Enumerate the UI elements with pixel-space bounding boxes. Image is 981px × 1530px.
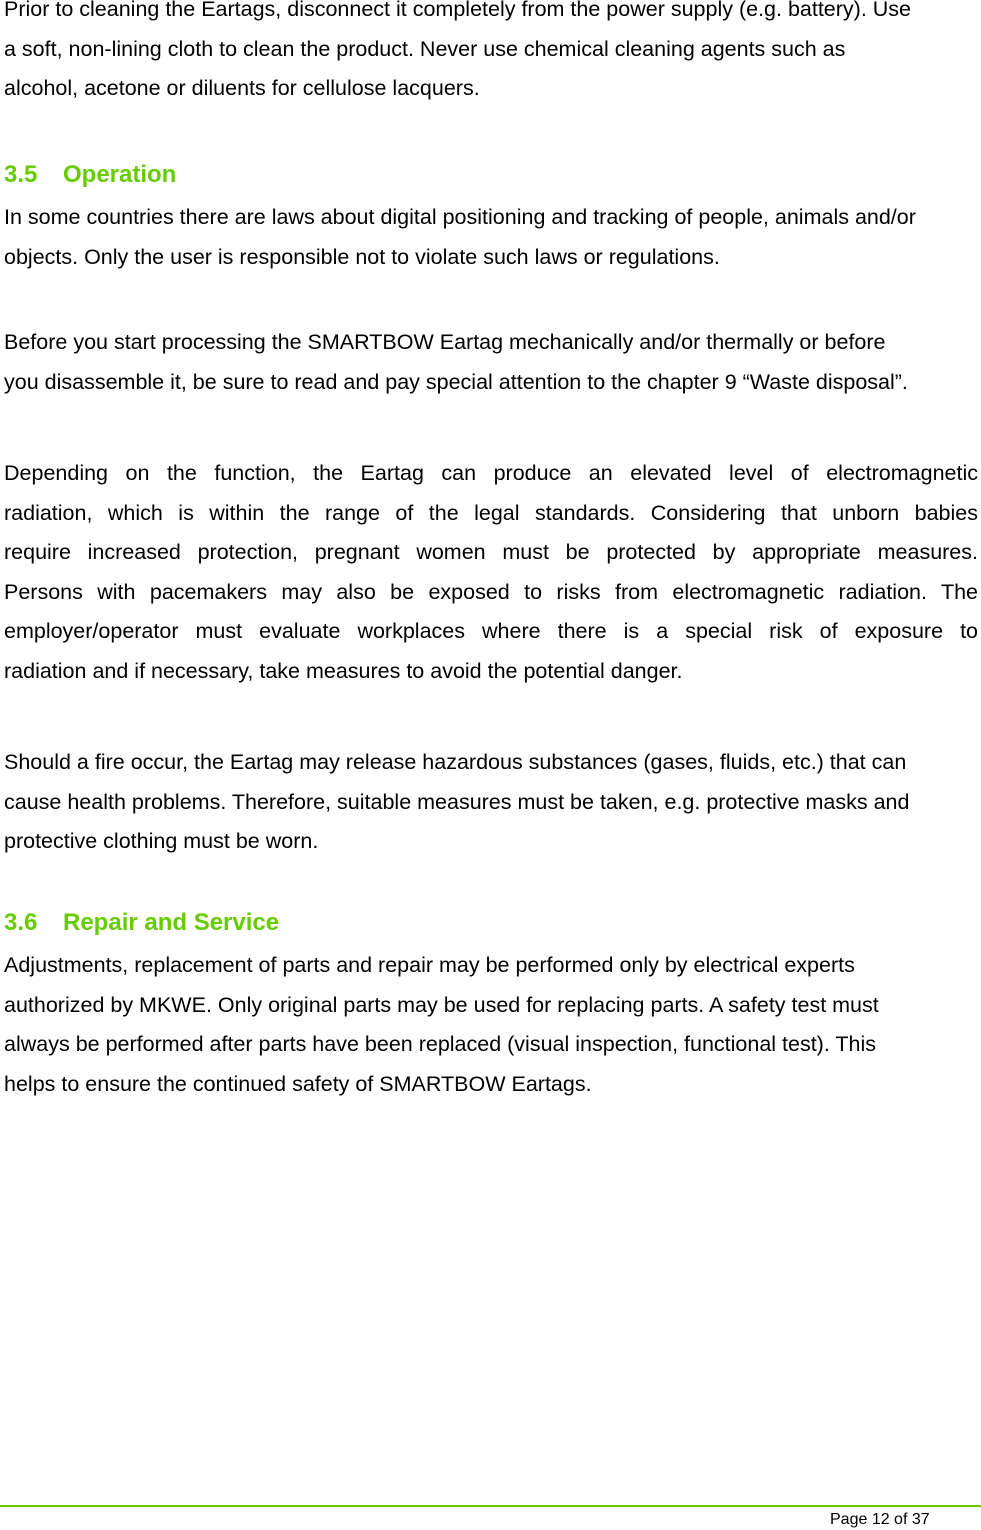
paragraph-repair (4, 946, 978, 1104)
section-number: 3.5 (4, 161, 38, 188)
text-line: radiation and if necessary, take measures to avoid the potential danger. (4, 658, 683, 683)
paragraph-processing (4, 323, 978, 402)
text-line: authorized by MKWE. Only original parts may be used for replacing parts. A safety test must (4, 992, 879, 1017)
text-line: objects. Only the user is responsible not to violate such laws or regulations. (4, 244, 720, 269)
text-line: radiation, which is within the range of the legal standards. Considering that unborn babies (4, 500, 978, 525)
text-line: employer/operator must evaluate workplaces where there is a special risk of exposure to (4, 619, 978, 644)
text-line: Persons with pacemakers may also be exposed to risks from electromagnetic radiation. The (4, 579, 978, 604)
footer-divider (0, 1505, 981, 1507)
section-number: 3.6 (4, 909, 38, 936)
page-number: Page 12 of 37 (830, 1511, 930, 1528)
text-line: Adjustments, replacement of parts and repair may be performed only by electrical experts (4, 953, 855, 977)
text-line: helps to ensure the continued safety of SMARTBOW Eartags. (4, 1071, 592, 1096)
text-line: Depending on the function, the Eartag can produce an elevated level of electromagnetic (4, 461, 978, 485)
text-line: cause health problems. Therefore, suitable measures must be taken, e.g. protective masks and (4, 789, 910, 814)
section-heading-operation (4, 160, 176, 190)
text-line: a soft, non-lining cloth to clean the product. Never use chemical cleaning agents such as (4, 36, 846, 61)
section-heading-repair (4, 908, 279, 938)
text-line: alcohol, acetone or diluents for cellulose lacquers. (4, 76, 480, 101)
section-title: Operation (63, 161, 177, 188)
text-line: protective clothing must be worn. (4, 829, 319, 854)
text-line: Prior to cleaning the Eartags, disconnect it completely from the power supply (e.g. battery). Use (4, 0, 912, 21)
text-line: Should a fire occur, the Eartag may release hazardous substances (gases, fluids, etc.) that can (4, 750, 907, 774)
text-line: In some countries there are laws about digital positioning and tracking of people, animals and/or (4, 205, 916, 229)
paragraph-laws (4, 198, 978, 277)
paragraph-cleaning (4, 0, 978, 109)
text-line: Before you start processing the SMARTBOW Eartag mechanically and/or thermally or before (4, 330, 886, 354)
paragraph-radiation (4, 454, 978, 692)
text-line: require increased protection, pregnant women must be protected by appropriate measures. (4, 540, 978, 565)
section-title: Repair and Service (63, 909, 280, 936)
text-line: you disassemble it, be sure to read and pay special attention to the chapter 9 “Waste disposal”. (4, 369, 908, 394)
text-line: always be performed after parts have been replaced (visual inspection, functional test). This (4, 1032, 877, 1057)
paragraph-fire (4, 743, 978, 862)
